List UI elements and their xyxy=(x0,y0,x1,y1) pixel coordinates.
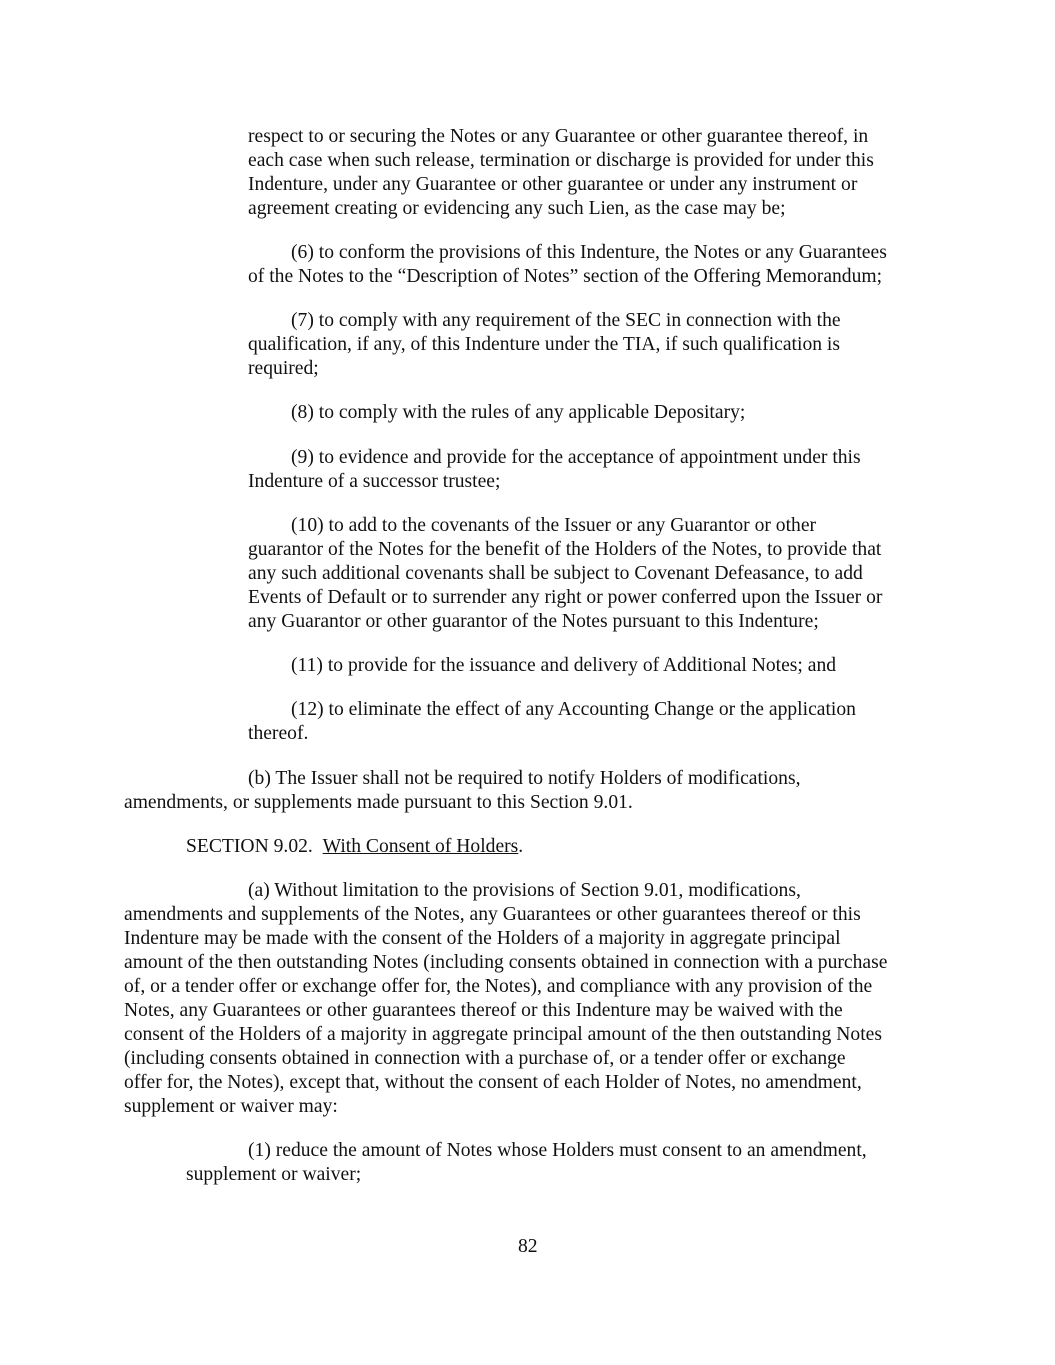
clause-7: (7) to comply with any requirement of the SEC in connection with the xyxy=(291,310,841,331)
text-line: each case when such release, termination or discharge is provided for under this xyxy=(248,150,874,171)
text-line: Events of Default or to surrender any right or power conferred upon the Issuer or xyxy=(248,587,883,608)
clause-12: (12) to eliminate the effect of any Accounting Change or the application xyxy=(291,699,856,720)
section-title: With Consent of Holders xyxy=(322,836,519,857)
text-line: guarantor of the Notes for the benefit of the Holders of the Notes, to provide that xyxy=(248,539,882,560)
text-line: amendments, or supplements made pursuant to this Section 9.01. xyxy=(124,792,633,813)
clause-6: (6) to conform the provisions of this Indenture, the Notes or any Guarantees xyxy=(291,242,887,263)
text-line: Notes, any Guarantees or other guarantees thereof or this Indenture may be waived with the xyxy=(124,1000,843,1021)
text-line: supplement or waiver may: xyxy=(124,1096,338,1117)
paragraph-b: (b) The Issuer shall not be required to notify Holders of modifications, xyxy=(248,768,801,789)
text-line: Indenture of a successor trustee; xyxy=(248,471,501,492)
text-line: (including consents obtained in connection with a purchase of, or a tender offer or exchange xyxy=(124,1048,846,1069)
text-line: Indenture, under any Guarantee or other guarantee or under any instrument or xyxy=(248,174,858,195)
section-number: SECTION 9.02. xyxy=(186,836,313,857)
section-title-suffix: . xyxy=(518,836,524,857)
text-line: amendments and supplements of the Notes, any Guarantees or other guarantees thereof or this xyxy=(124,904,861,925)
text-line: supplement or waiver; xyxy=(186,1164,362,1185)
text-line: agreement creating or evidencing any such Lien, as the case may be; xyxy=(248,198,786,219)
text-line: of, or a tender offer or exchange offer for, the Notes), and compliance with any provision of the xyxy=(124,976,873,997)
clause-11: (11) to provide for the issuance and delivery of Additional Notes; and xyxy=(291,655,837,676)
text-line: of the Notes to the “Description of Notes” section of the Offering Memorandum; xyxy=(248,266,883,287)
clause-10: (10) to add to the covenants of the Issuer or any Guarantor or other xyxy=(291,515,817,536)
clause-9: (9) to evidence and provide for the acceptance of appointment under this xyxy=(291,447,861,468)
text-line: qualification, if any, of this Indenture under the TIA, if such qualification is xyxy=(248,334,841,355)
text-line: Indenture may be made with the consent of the Holders of a majority in aggregate principal xyxy=(124,928,841,949)
page-number: 82 xyxy=(518,1236,538,1257)
clause-8: (8) to comply with the rules of any applicable Depositary; xyxy=(291,402,746,423)
text-line: any such additional covenants shall be subject to Covenant Defeasance, to add xyxy=(248,563,863,584)
text-line: respect to or securing the Notes or any Guarantee or other guarantee thereof, in xyxy=(248,126,869,147)
section-heading xyxy=(186,835,523,859)
text-line: required; xyxy=(248,358,319,379)
text-line: thereof. xyxy=(248,723,309,744)
text-line: amount of the then outstanding Notes (including consents obtained in connection with a purchase xyxy=(124,952,888,973)
paragraph-a: (a) Without limitation to the provisions of Section 9.01, modifications, xyxy=(248,880,801,901)
item-1: (1) reduce the amount of Notes whose Holders must consent to an amendment, xyxy=(248,1140,867,1161)
text-line: consent of the Holders of a majority in aggregate principal amount of the then outstanding Notes xyxy=(124,1024,882,1045)
text-line: offer for, the Notes), except that, without the consent of each Holder of Notes, no amendment, xyxy=(124,1072,862,1093)
text-line: any Guarantor or other guarantor of the Notes pursuant to this Indenture; xyxy=(248,611,819,632)
